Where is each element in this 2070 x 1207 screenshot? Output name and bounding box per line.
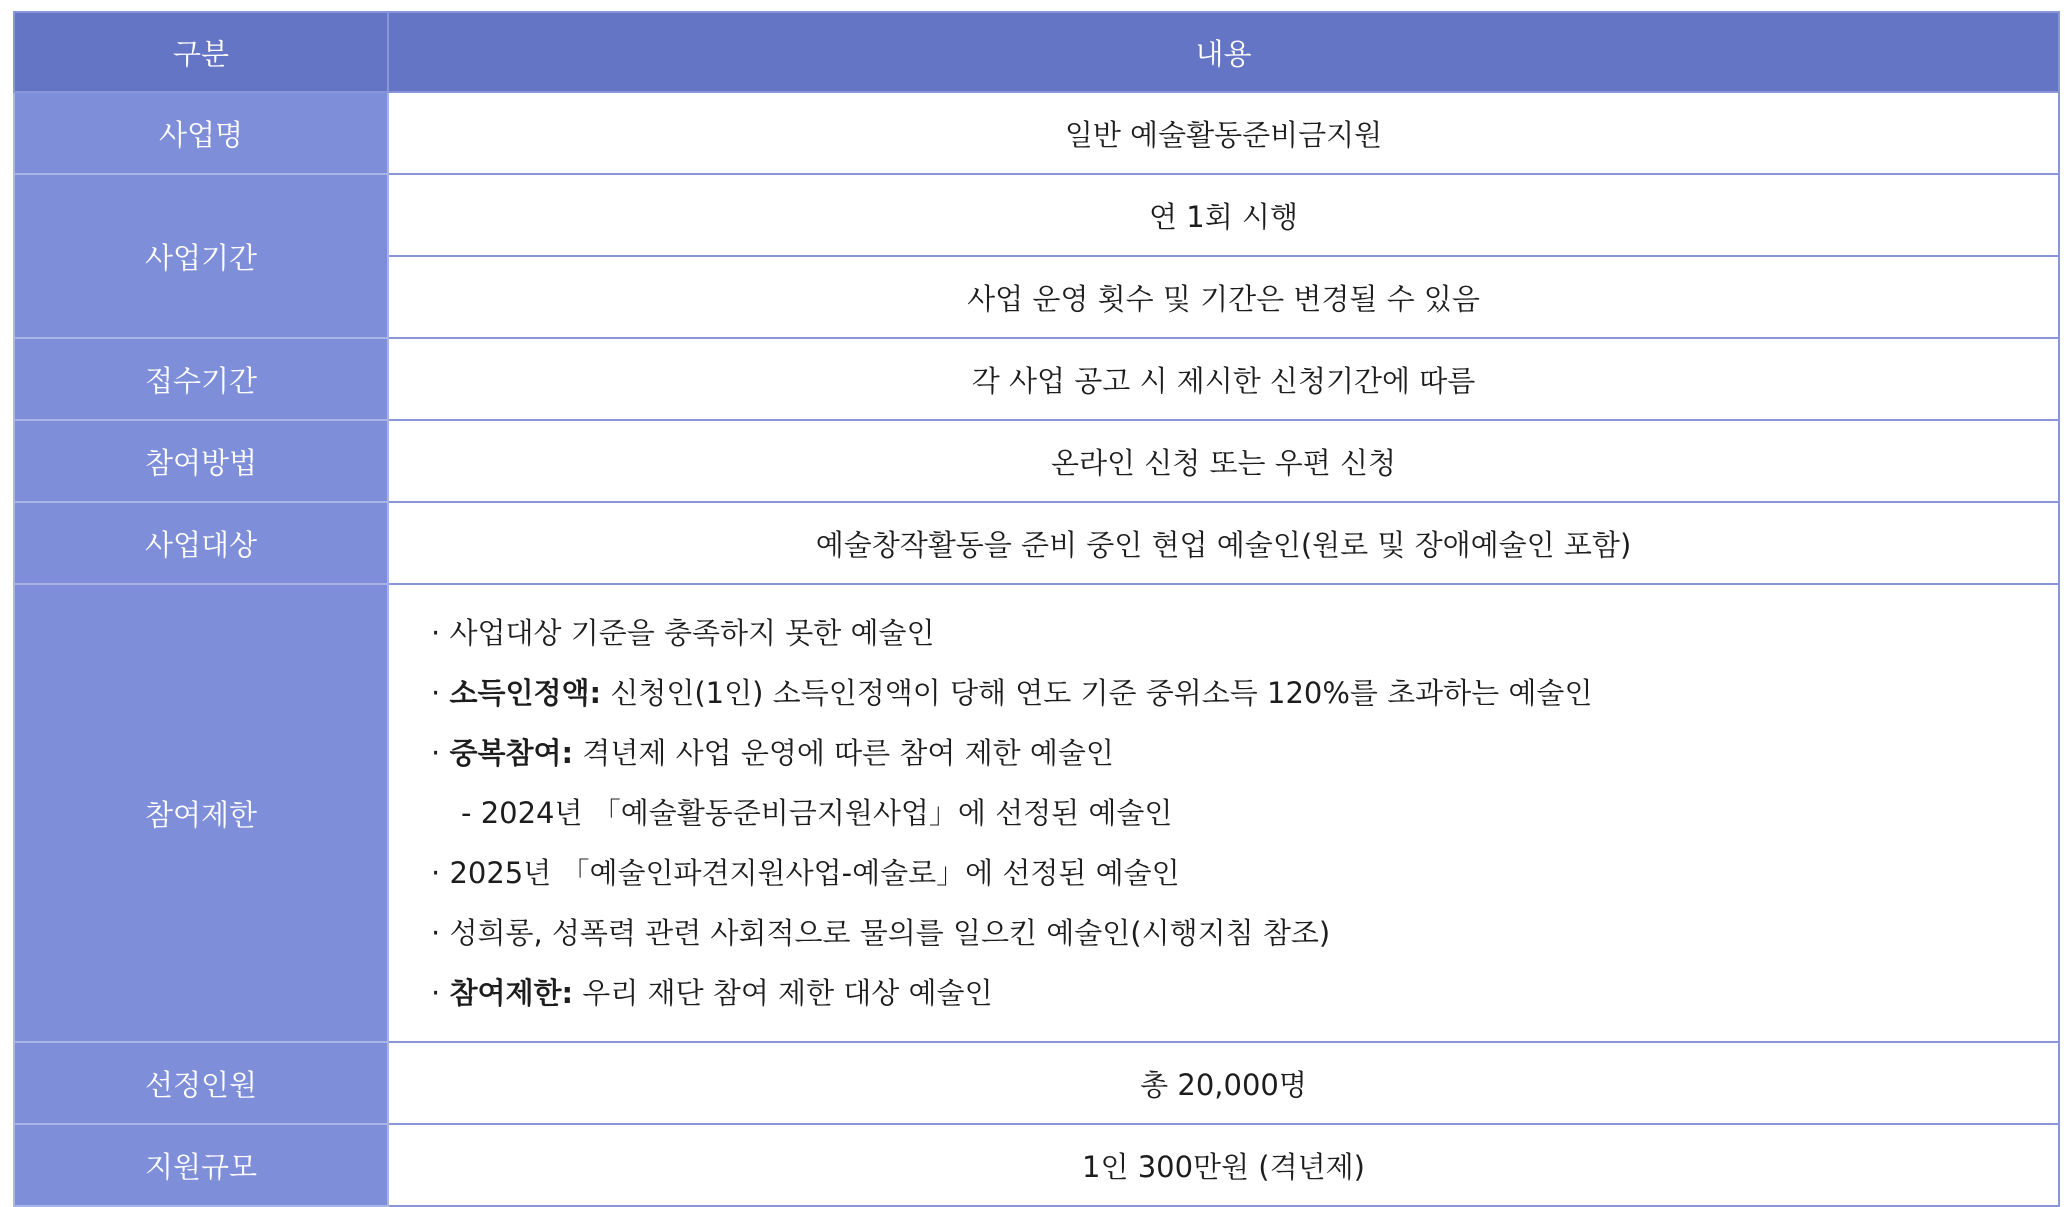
list-item-text: 성희롱, 성폭력 관련 사회적으로 물의를 일으킨 예술인(시행지침 참조) [449,916,1331,950]
list-item-text: 신청인(1인) 소득인정액이 당해 연도 기준 중위소득 120%를 초과하는 예술인 [601,676,1593,710]
info-table-container [13,11,2058,1207]
row-value-participation-method: 온라인 신청 또는 우편 신청 [388,420,2059,502]
table-row [14,1124,2059,1206]
list-item [431,723,2058,783]
list-item [431,843,2058,903]
list-item [431,783,2058,843]
list-bullet: - [461,796,481,830]
row-label-business-period: 사업기간 [14,174,388,338]
row-label-target: 사업대상 [14,502,388,584]
list-bullet: · [431,736,450,770]
row-label-business-name: 사업명 [14,92,388,174]
table-row [14,420,2059,502]
restriction-list [431,603,2058,1023]
row-value-reception-period: 각 사업 공고 시 제시한 신청기간에 따름 [388,338,2059,420]
list-bullet: · [431,856,450,890]
list-item [431,603,2058,663]
info-table [13,11,2060,1207]
row-label-reception-period: 접수기간 [14,338,388,420]
row-value-target: 예술창작활동을 준비 중인 현업 예술인(원로 및 장애예술인 포함) [388,502,2059,584]
row-label-selection-count: 선정인원 [14,1042,388,1124]
table-row [14,584,2059,1042]
table-row [14,1042,2059,1124]
row-value-business-name: 일반 예술활동준비금지원 [388,92,2059,174]
list-item-bold: 참여제한: [449,976,574,1010]
table-row [14,338,2059,420]
row-label-restriction: 참여제한 [14,584,388,1042]
row-label-participation-method: 참여방법 [14,420,388,502]
list-bullet: · [431,916,450,950]
list-item [431,963,2058,1023]
header-content: 내용 [388,12,2059,92]
header-row [14,12,2059,92]
table-row [14,502,2059,584]
row-value-support-scale: 1인 300만원 (격년제) [388,1124,2059,1206]
table-row [14,92,2059,174]
list-item [431,663,2058,723]
list-item-text: 격년제 사업 운영에 따른 참여 제한 예술인 [573,736,1114,770]
list-item-text: 2024년 「예술활동준비금지원사업」에 선정된 예술인 [480,796,1173,830]
row-value-business-period-2: 사업 운영 횟수 및 기간은 변경될 수 있음 [388,256,2059,338]
list-bullet: · [431,616,450,650]
row-value-business-period-1: 연 1회 시행 [388,174,2059,256]
row-label-support-scale: 지원규모 [14,1124,388,1206]
list-item-bold: 중복참여: [449,736,574,770]
list-item-text: 사업대상 기준을 충족하지 못한 예술인 [449,616,935,650]
list-item-bold: 소득인정액: [449,676,602,710]
row-value-restriction [388,584,2059,1042]
table-row [14,174,2059,256]
list-item [431,903,2058,963]
list-bullet: · [431,676,450,710]
row-value-selection-count: 총 20,000명 [388,1042,2059,1124]
list-item-text: 우리 재단 참여 제한 대상 예술인 [573,976,993,1010]
list-bullet: · [431,976,450,1010]
list-item-text: 2025년 「예술인파견지원사업-예술로」에 선정된 예술인 [449,856,1180,890]
header-category: 구분 [14,12,388,92]
